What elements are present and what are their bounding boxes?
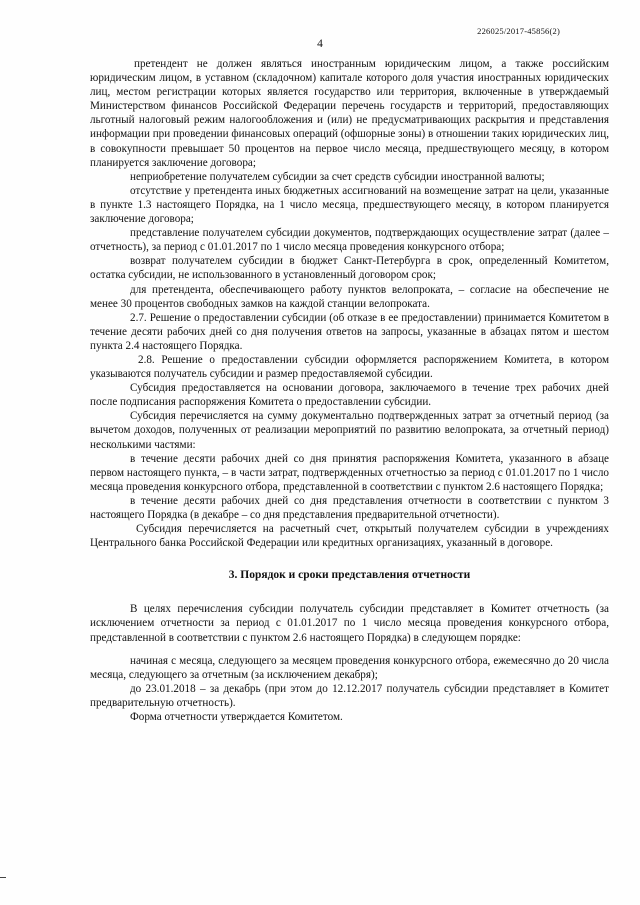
- paragraph: претендент не должен являться иностранным юридическим лицом, а также российским юридическим лицом, в уставном (складочном) капитале которого доля участия иностранных юридических лиц, местом регистрации которых является государство или территория, включенные в утверждаемый Министерством финансов Российской Федерации перечень государств и территорий, предоставляющих льготный налоговый режим налогообложения и (или) не предусматривающих раскрытия и представления информации при проведении финансовых операций (офшорные зоны) в отношении таких юридических лиц, в совокупности превышает 50 процентов на первое число месяца, предшествующего месяцу, в котором планируется заключение договора;: [90, 58, 609, 169]
- paragraph: отсутствие у претендента иных бюджетных ассигнований на возмещение затрат на цели, указанные в пункте 1.3 настоящего Порядка, на 1 число месяца, предшествующего месяцу, в котором планируется заключение договора;: [90, 184, 609, 226]
- page-number: 4: [317, 38, 323, 50]
- paragraph: В целях перечисления субсидии получатель субсидии представляет в Комитет отчетность (за исключением отчетности за период с 01.01.2017 по 1 число месяца проведения конкурсного отбора, представленной в соответствии с пунктом 2.6 настоящего Порядка) в следующем порядке:: [90, 603, 609, 644]
- paragraph: в течение десяти рабочих дней со дня принятия распоряжения Комитета, указанного в абзаце первом настоящего пункта, – в части затрат, подтвержденных отчетностью за период с 01.01.2017 по 1 число месяца проведения конкурсного отбора, представленной в соответствии с пунктом 2.6 настоящего Порядка;: [90, 452, 609, 493]
- paragraph: Субсидия перечисляется на расчетный счет, открытый получателем субсидии в учреждениях Центрального банка Российской Федерации или кредитных организациях, указанный в договоре.: [90, 523, 609, 550]
- paragraph: 2.7. Решение о предоставлении субсидии (об отказе в ее предоставлении) принимается Комитетом в течение десяти рабочих дней со дня получения ответов на запросы, указанные в абзацах пятом и шестом пункта 2.4 настоящего Порядка.: [90, 311, 609, 352]
- paragraph: Форма отчетности утверждается Комитетом.: [130, 711, 343, 724]
- paragraph: представление получателем субсидии документов, подтверждающих осуществление затрат (далее – отчетность), за период с 01.01.2017 по 1 число месяца проведения конкурсного отбора;: [90, 227, 609, 254]
- paragraph: в течение десяти рабочих дней со дня представления отчетности в соответствии с пунктом 3 настоящего Порядка (в декабре – со дня представления предварительной отчетности).: [90, 494, 609, 521]
- document-body: [90, 57, 609, 724]
- spacer: [90, 645, 609, 654]
- paragraph: неприобретение получателем субсидии за счет средств субсидии иностранной валюты;: [130, 170, 545, 183]
- paragraph: до 23.01.2018 – за декабрь (при этом до 12.12.2017 получатель субсидии представляет в Комитет предварительную отчетность).: [90, 682, 609, 709]
- paragraph: начиная с месяца, следующего за месяцем проведения конкурсного отбора, ежемесячно до 20 числа месяца, следующего за отчетным (за исключением декабря);: [90, 654, 609, 681]
- scan-edge-mark: [0, 877, 6, 878]
- paragraph: 2.8. Решение о предоставлении субсидии оформляется распоряжением Комитета, в котором указываются получатель субсидии и размер предоставляемой субсидии.: [90, 353, 609, 381]
- paragraph: для претендента, обеспечивающего работу пунктов велопроката, – согласие на обеспечение не менее 30 процентов свободных замков на каждой станции велопроката.: [90, 283, 609, 310]
- document-id: 226025/2017-45856(2): [477, 26, 560, 36]
- section-heading: 3. Порядок и сроки представления отчетности: [228, 569, 471, 582]
- paragraph: Субсидия предоставляется на основании договора, заключаемого в течение трех рабочих дней после подписания распоряжения Комитета о предоставлении субсидии.: [90, 382, 609, 409]
- paragraph: Субсидия перечисляется на сумму документально подтвержденных затрат за отчетный период (за вычетом доходов, полученных от реализации мероприятий по развитию велопроката, за отчетный период) несколькими частями:: [90, 410, 609, 451]
- paragraph: возврат получателем субсидии в бюджет Санкт-Петербурга в срок, определенный Комитетом, остатка субсидии, не использованного в установленный договором срок;: [90, 255, 609, 282]
